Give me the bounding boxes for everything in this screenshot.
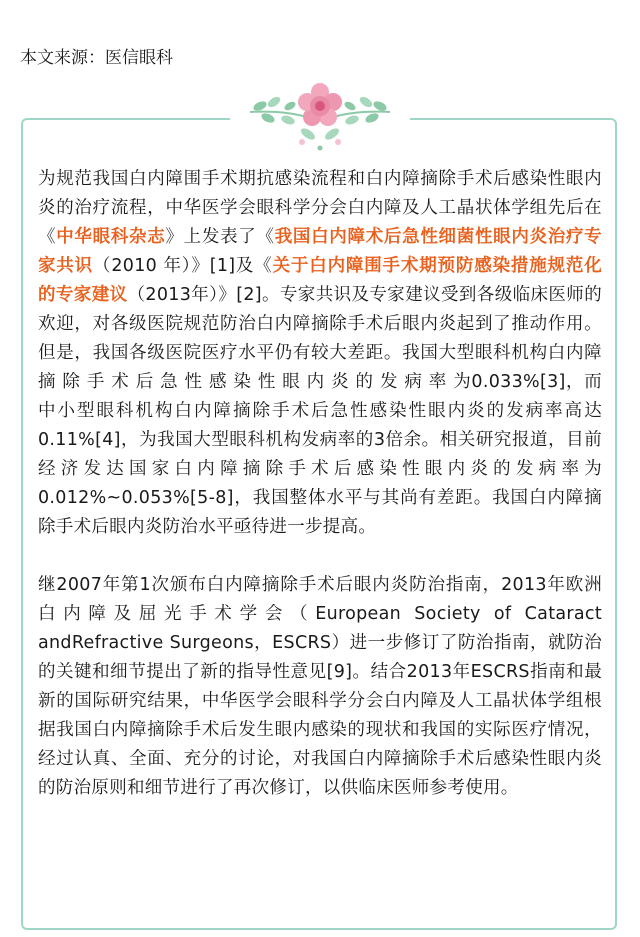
para1-text-4: （2013年）》[2]。专家共识及专家建议受到各级临床医师的欢迎，对各级医院规范防治白内障摘除手术后眼内炎起到了推动作用。但是，我国各级医院医疗水平仍有较大差距。我国大型眼科机构白内障摘 除 手 术 后 急 性 感 染 性 眼 内 炎 的 发 病 率 为0.033%[3]，而中小型眼科机构白内障摘除手术后急性感染性眼内炎的发病率高达 0.11%[4]，为我国大型眼科机构发病率的3倍余。相关研究报道，目前经济发达国家白内障摘除手术后感染性眼内炎的发病率为0.012%~0.053%[5-8]，我国整体水平与其尚有差距。我国白内障摘除手术后眼内炎防治水平亟待进一步提高。: [38, 285, 603, 537]
para1-text-2: 》上发表了《: [165, 227, 275, 247]
floral-ornament-icon: [230, 80, 410, 160]
paragraph-2: 继2007年第1次颁布白内障摘除手术后眼内炎防治指南，2013年欧洲白内障及屈光手术学会（European Society of Cataract andRefractive Surgeons，ESCRS）进一步修订了防治指南，就防治的关键和细节提出了新的指导性意见[9]。结合2013年ESCRS指南和最新的国际研究结果，中华医学会眼科学分会白内障及人工晶状体学组根据我国白内障摘除手术后发生眼内感染的现状和我国的实际医疗情况，经过认真、全面、充分的讨论，对我国白内障摘除手术后感染性眼内炎的防治原则和细节进行了再次修订，以供临床医师参考使用。: [38, 575, 602, 798]
journal-name: 中华眼科杂志: [56, 227, 166, 247]
paragraph-1: [38, 165, 602, 542]
recommendation-title: 关于白内障围手术期预防感染措施规范化的专家建议: [38, 256, 602, 305]
para1-text-1: 为规范我国白内障围手术期抗感染流程和白内障摘除手术后感染性眼内炎的治疗流程，中华医学会眼科学分会白内障及人工晶状体学组先后在《: [38, 169, 602, 247]
source-line: 本文来源：医信眼科: [20, 48, 173, 68]
consensus-title: 我国白内障术后急性细菌性眼内炎治疗专家共识: [38, 227, 602, 276]
article-body: [38, 165, 602, 803]
para1-text-3: （2010 年）》[1]及《: [93, 256, 273, 276]
